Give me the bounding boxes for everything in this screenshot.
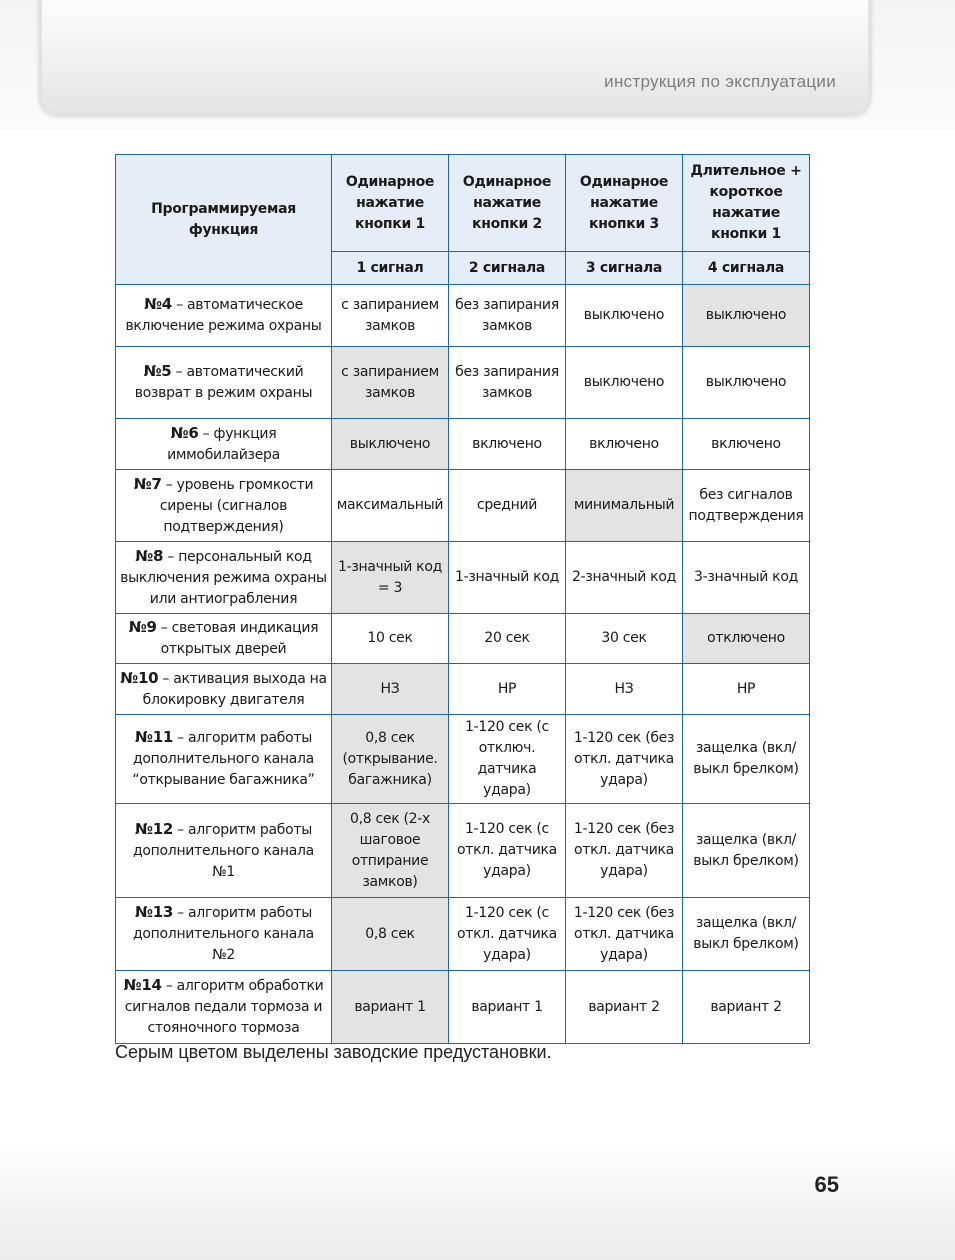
factory-defaults-note: Серым цветом выделены заводские предустановки. (115, 1042, 552, 1062)
table-row (116, 614, 810, 664)
setting-value-cell: 1-значный код (449, 542, 566, 614)
setting-value-cell: вариант 1 (332, 971, 449, 1044)
function-description: – автоматическое включение режима охраны (125, 297, 322, 334)
setting-value-cell: 1-120 сек (без откл. датчика удара) (566, 804, 683, 898)
function-number: №7 (133, 474, 162, 493)
setting-value-cell: с запиранием замков (332, 285, 449, 347)
function-description: – функция иммобилайзера (167, 425, 280, 463)
function-description: – автоматический возврат в режим охраны (134, 364, 313, 401)
setting-value-cell: включено (566, 419, 683, 470)
setting-value-cell: НР (683, 664, 810, 715)
function-description: – активация выхода на блокировку двигателя (142, 670, 327, 708)
table-row (116, 542, 810, 614)
function-description: – уровень громкости сирены (сигналов подтверждения) (159, 476, 314, 535)
table-row (116, 715, 810, 804)
function-header: Программируемая функция (116, 155, 332, 285)
setting-value-cell: 20 сек (449, 614, 566, 664)
setting-value-cell: максимальный (332, 470, 449, 542)
function-number: №5 (143, 362, 172, 380)
setting-value-cell: вариант 1 (449, 971, 566, 1044)
setting-value-cell: средний (449, 470, 566, 542)
function-cell (116, 804, 332, 898)
setting-value-cell: 1-120 сек (с откл. датчика удара) (449, 804, 566, 898)
header-title: инструкция по эксплуатации (604, 72, 836, 91)
function-cell (116, 715, 332, 804)
setting-value-cell: без запирания замков (449, 347, 566, 419)
function-cell (116, 347, 332, 419)
setting-value-cell: 0,8 сек (332, 898, 449, 971)
setting-value-cell: 1-значный код = 3 (332, 542, 449, 614)
function-cell (116, 971, 332, 1044)
function-description: – персональный код выключения режима охраны или антиограбления (120, 548, 327, 607)
button-2-header: Одинарное нажатие кнопки 2 (449, 155, 566, 252)
setting-value-cell: выключено (683, 347, 810, 419)
function-cell (116, 470, 332, 542)
setting-value-cell: НЗ (332, 664, 449, 715)
function-number: №8 (135, 546, 164, 565)
setting-value-cell: выключено (683, 285, 810, 347)
table-row (116, 971, 810, 1044)
table-row (116, 470, 810, 542)
setting-value-cell: без сигналов подтверждения (683, 470, 810, 542)
table-row (116, 898, 810, 971)
function-description: – световая индикация открытых дверей (156, 620, 319, 657)
setting-value-cell: включено (683, 419, 810, 470)
setting-value-cell: 0,8 сек (2-х шаговое отпирание замков) (332, 804, 449, 898)
setting-value-cell: без запирания замков (449, 285, 566, 347)
button-1-header: Одинарное нажатие кнопки 1 (332, 155, 449, 252)
button-4-header: Длительное + короткое нажатие кнопки 1 (683, 155, 810, 252)
function-number: №13 (134, 903, 174, 921)
setting-value-cell: 30 сек (566, 614, 683, 664)
setting-value-cell: с запиранием замков (332, 347, 449, 419)
signal-1-header: 1 сигнал (332, 252, 449, 285)
setting-value-cell: выключено (332, 419, 449, 470)
signal-4-header: 4 сигнала (683, 252, 810, 285)
setting-value-cell: 0,8 сек (открывание. багажника) (332, 715, 449, 804)
function-cell (116, 419, 332, 470)
setting-value-cell: 3-значный код (683, 542, 810, 614)
setting-value-cell: 10 сек (332, 614, 449, 664)
function-number: №9 (128, 618, 157, 636)
function-number: №10 (120, 668, 159, 687)
function-cell (116, 898, 332, 971)
button-3-header: Одинарное нажатие кнопки 3 (566, 155, 683, 252)
table-row (116, 347, 810, 419)
setting-value-cell: 1-120 сек (с отключ. датчика удара) (449, 715, 566, 804)
function-description: – алгоритм обработки сигналов педали тормоза и стояночного тормоза (124, 978, 324, 1036)
setting-value-cell: вариант 2 (566, 971, 683, 1044)
setting-value-cell: 1-120 сек (без откл. датчика удара) (566, 715, 683, 804)
function-number: №4 (144, 295, 172, 313)
setting-value-cell: защелка (вкл/выкл брелком) (683, 898, 810, 971)
setting-value-cell: минимальный (566, 470, 683, 542)
function-cell (116, 285, 332, 347)
function-number: №6 (170, 423, 199, 442)
header-frame (38, 0, 872, 116)
table-row (116, 285, 810, 347)
signal-3-header: 3 сигнала (566, 252, 683, 285)
function-number: №14 (123, 976, 162, 994)
setting-value-cell: выключено (566, 347, 683, 419)
function-cell (116, 664, 332, 715)
setting-value-cell: 2-значный код (566, 542, 683, 614)
function-cell (116, 614, 332, 664)
setting-value-cell: защелка (вкл/выкл брелком) (683, 715, 810, 804)
setting-value-cell: 1-120 сек (с откл. датчика удара) (449, 898, 566, 971)
function-description: – алгоритм работы дополнительного канала “открывание багажника” (132, 730, 315, 788)
setting-value-cell: выключено (566, 285, 683, 347)
setting-value-cell: отключено (683, 614, 810, 664)
setting-value-cell: включено (449, 419, 566, 470)
setting-value-cell: НР (449, 664, 566, 715)
function-number: №11 (134, 728, 174, 746)
function-cell (116, 542, 332, 614)
settings-table (115, 154, 810, 1044)
function-description: – алгоритм работы дополнительного канала №2 (133, 905, 314, 963)
table-row (116, 419, 810, 470)
page-number: 65 (814, 1172, 839, 1197)
footer-band (0, 1140, 955, 1260)
function-number: №12 (134, 819, 174, 838)
signal-2-header: 2 сигнала (449, 252, 566, 285)
function-description: – алгоритм работы дополнительного канала №1 (133, 821, 314, 880)
table-row (116, 664, 810, 715)
setting-value-cell: вариант 2 (683, 971, 810, 1044)
setting-value-cell: НЗ (566, 664, 683, 715)
table-row (116, 804, 810, 898)
setting-value-cell: защелка (вкл/выкл брелком) (683, 804, 810, 898)
setting-value-cell: 1-120 сек (без откл. датчика удара) (566, 898, 683, 971)
